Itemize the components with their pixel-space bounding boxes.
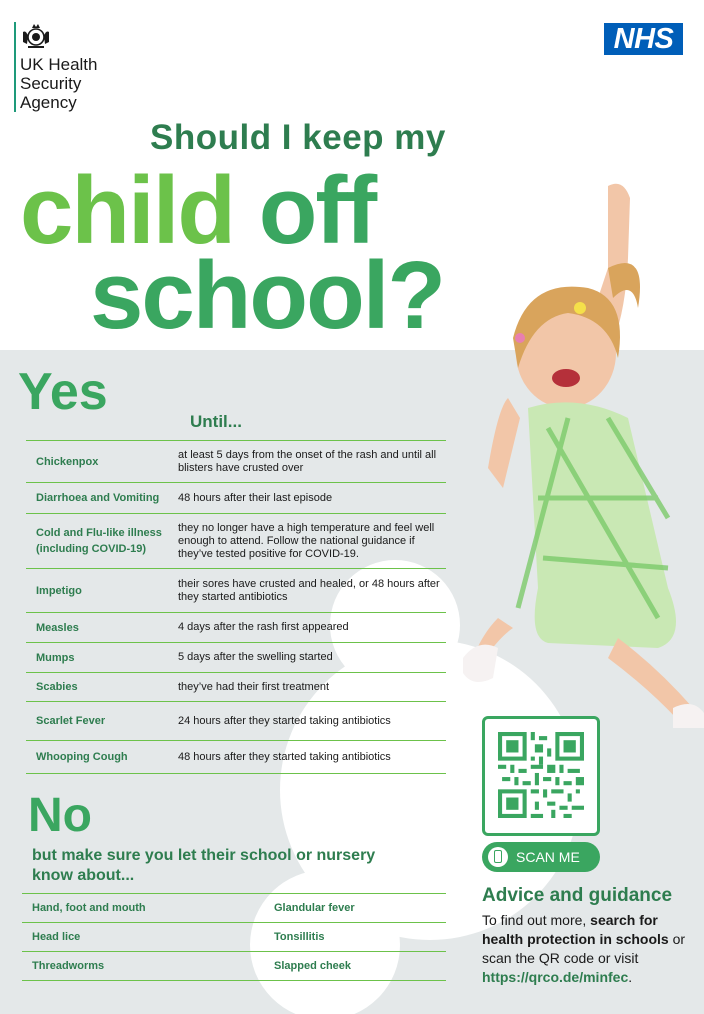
big-word-child: child	[20, 157, 235, 264]
yes-heading: Yes	[18, 363, 108, 421]
big-word-off: off	[258, 157, 376, 264]
table-row	[22, 951, 446, 981]
table-row	[26, 482, 446, 513]
until-text: 48 hours after they started taking antibiotics	[178, 750, 391, 763]
table-row	[26, 568, 446, 612]
notify-item: Head lice	[32, 931, 81, 943]
condition-scabies: Scabies	[36, 681, 78, 693]
condition-diarrhoea-vomiting: Diarrhoea and Vomiting	[36, 492, 160, 504]
advice-text: To find out more,	[482, 912, 591, 928]
until-text: they’ve had their first treatment	[178, 680, 330, 693]
advice-body	[482, 911, 696, 987]
royal-crest-icon	[20, 22, 52, 50]
table-row	[26, 701, 446, 740]
no-heading: No	[28, 789, 92, 842]
table-row	[22, 922, 446, 951]
nhs-logo: NHS	[604, 23, 683, 55]
condition-scarlet-fever: Scarlet Fever	[36, 715, 106, 727]
table-row	[26, 642, 446, 672]
scan-me-label: SCAN ME	[516, 849, 580, 865]
advice-link[interactable]: https://qrco.de/minfec	[482, 969, 629, 985]
notify-item: Slapped cheek	[274, 960, 352, 972]
condition-measles: Measles	[36, 621, 79, 634]
table-row	[22, 893, 446, 922]
scan-me-button[interactable]	[482, 842, 600, 872]
condition-whooping-cough: Whooping Cough	[36, 751, 128, 763]
until-text: 48 hours after their last episode	[178, 491, 333, 504]
until-text: they no longer have a high temperature and feel well enough to attend. Follow the national guidance if they’ve tested positive for COVID-19.	[178, 521, 435, 560]
headline: Should I keep my	[150, 118, 446, 157]
table-row	[26, 440, 446, 482]
condition-impetigo: Impetigo	[36, 584, 82, 597]
notify-item: Tonsillitis	[274, 931, 325, 943]
exclusion-table	[26, 440, 446, 774]
table-row	[26, 740, 446, 774]
advice-title: Advice and guidance	[482, 885, 673, 906]
condition-mumps: Mumps	[36, 651, 75, 664]
qr-code-icon	[498, 732, 584, 818]
table-row	[26, 612, 446, 642]
logo-rule	[14, 22, 16, 112]
condition-cold-flu: Cold and Flu-like illness (including COVID-19)	[36, 527, 162, 555]
org-name: UK Health Security Agency	[20, 55, 98, 112]
until-text: 5 days after the swelling started	[178, 651, 333, 663]
notify-table	[22, 893, 446, 981]
no-subheading: but make sure you let their school or nursery know about...	[32, 847, 376, 884]
jumping-girl-illustration	[458, 168, 704, 728]
notify-item: Glandular fever	[274, 902, 355, 914]
advice-text: .	[628, 969, 633, 985]
phone-icon	[488, 847, 508, 867]
notify-item: Threadworms	[32, 960, 105, 972]
qr-code[interactable]	[482, 716, 600, 836]
advice-text: or scan the QR code or visit	[482, 931, 686, 966]
table-row	[26, 672, 446, 701]
until-text: their sores have crusted and healed, or 48 hours after they started antibiotics	[178, 577, 440, 603]
advice-search-text: search for health protection in schools	[482, 912, 669, 947]
notify-item: Hand, foot and mouth	[32, 902, 146, 914]
condition-chickenpox: Chickenpox	[36, 455, 99, 468]
until-heading: Until...	[190, 412, 242, 431]
until-text: 24 hours after they started taking antibiotics	[178, 714, 391, 727]
big-title-line2: school?	[90, 242, 445, 349]
table-row	[26, 513, 446, 568]
until-text: 4 days after the rash first appeared	[178, 621, 349, 633]
until-text: at least 5 days from the onset of the rash and until all blisters have crusted over	[178, 448, 437, 474]
